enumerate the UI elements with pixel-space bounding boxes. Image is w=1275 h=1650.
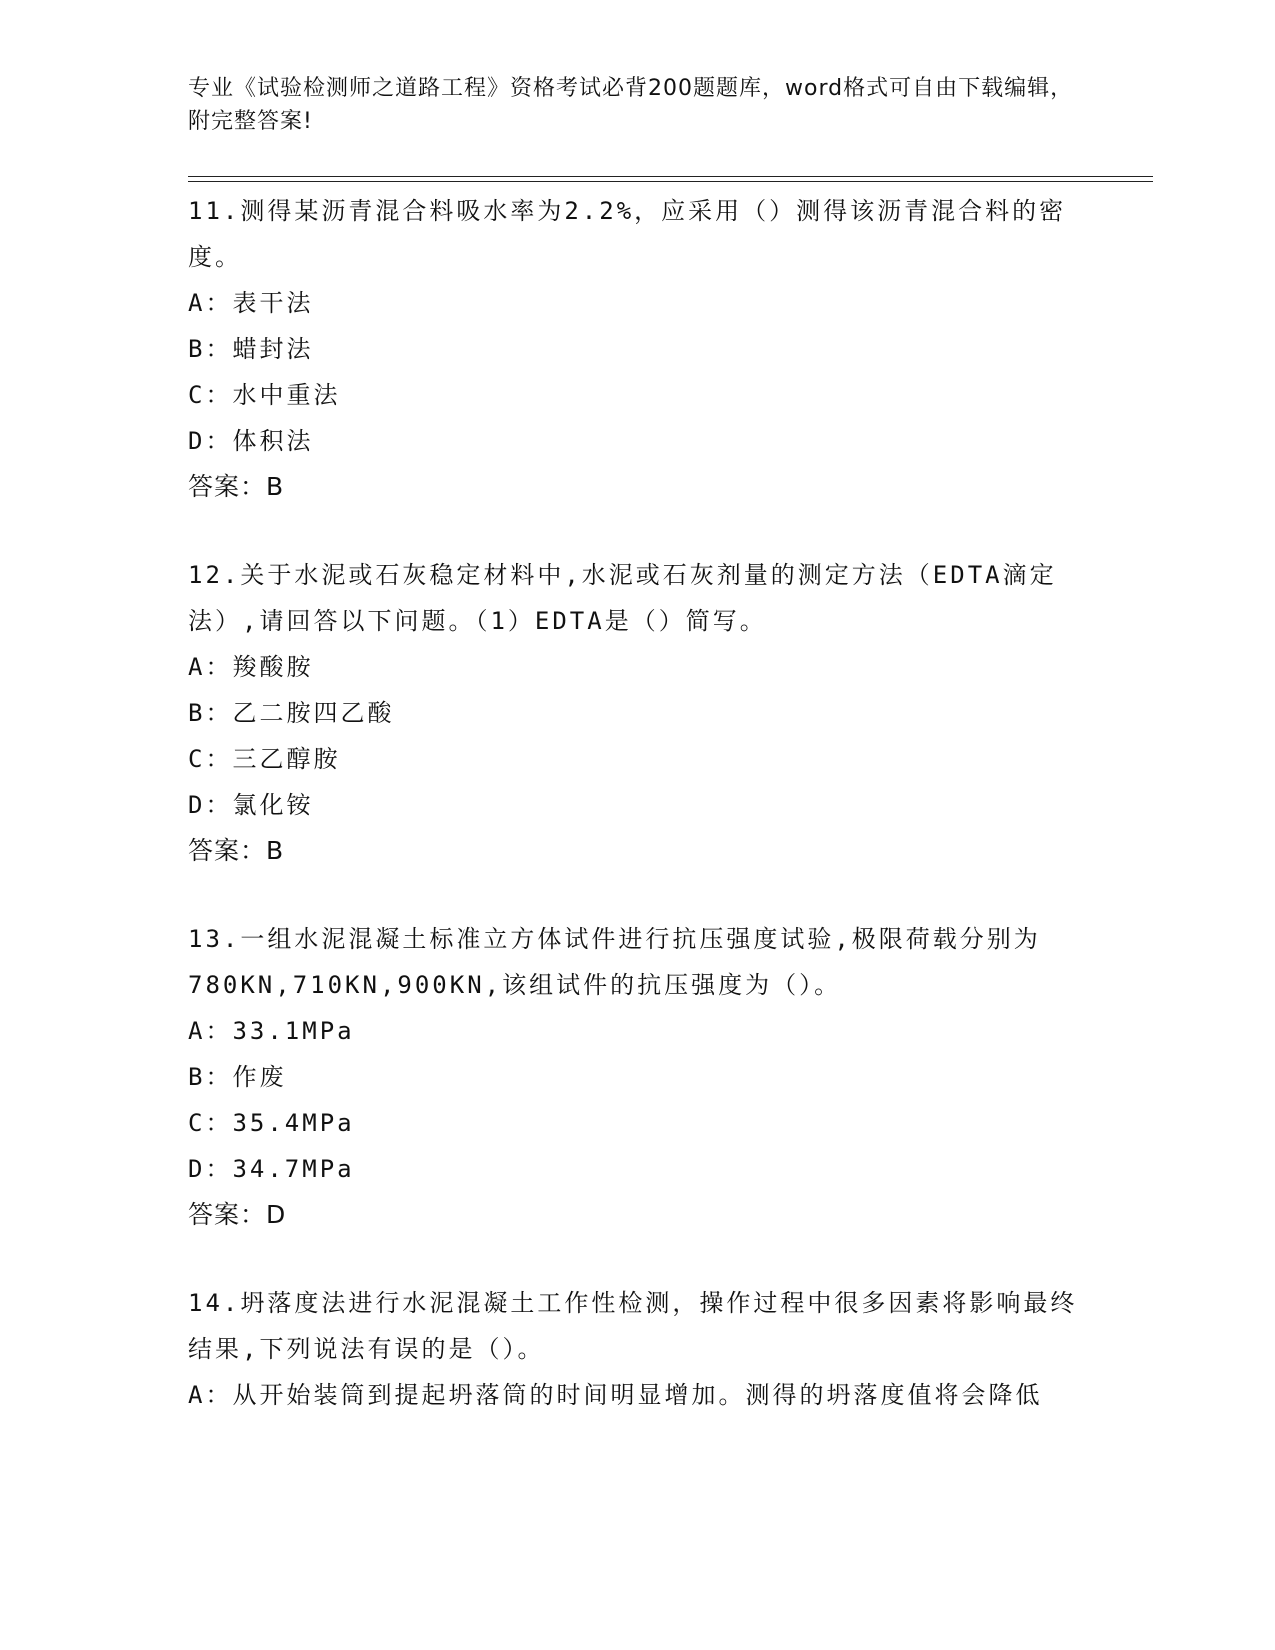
question-12 [188,552,1088,873]
option-b: B：作废 [188,1063,287,1091]
header-divider-top [188,176,1153,177]
header-divider-bottom [188,181,1153,182]
question-stem: 11.测得某沥青混合料吸水率为2.2%，应采用（）测得该沥青混合料的密度。 [188,197,1067,271]
answer-line: 答案：B [188,472,285,501]
question-13 [188,916,1088,1237]
question-stem: 12.关于水泥或石灰稳定材料中,水泥或石灰剂量的测定方法（EDTA滴定法）,请回答以下问题。（1）EDTA是（）简写。 [188,561,1057,635]
option-d: D：氯化铵 [188,791,314,819]
option-a: A：33.1MPa [188,1017,355,1045]
option-d: D：34.7MPa [188,1155,355,1183]
question-11 [188,188,1088,509]
option-a: A：羧酸胺 [188,653,314,681]
question-14 [188,1280,1088,1418]
question-stem: 13.一组水泥混凝土标准立方体试件进行抗压强度试验,极限荷载分别为780KN,710KN,900KN,该组试件的抗压强度为（）。 [188,925,1041,999]
option-c: C：三乙醇胺 [188,745,341,773]
question-stem: 14.坍落度法进行水泥混凝土工作性检测，操作过程中很多因素将影响最终结果,下列说法有误的是（）。 [188,1289,1078,1363]
option-a: A：表干法 [188,289,314,317]
document-header: 专业《试验检测师之道路工程》资格考试必背200题题库，word格式可自由下载编辑，附完整答案! [188,76,1074,134]
option-b: B：蜡封法 [188,335,314,363]
question-list [188,188,1088,1461]
option-d: D：体积法 [188,427,314,455]
option-c: C：35.4MPa [188,1109,355,1137]
answer-line: 答案：D [188,1200,287,1229]
option-b: B：乙二胺四乙酸 [188,699,395,727]
option-a: A：从开始装筒到提起坍落筒的时间明显增加。测得的坍落度值将会降低 [188,1381,1043,1409]
option-c: C：水中重法 [188,381,341,409]
answer-line: 答案：B [188,836,285,865]
